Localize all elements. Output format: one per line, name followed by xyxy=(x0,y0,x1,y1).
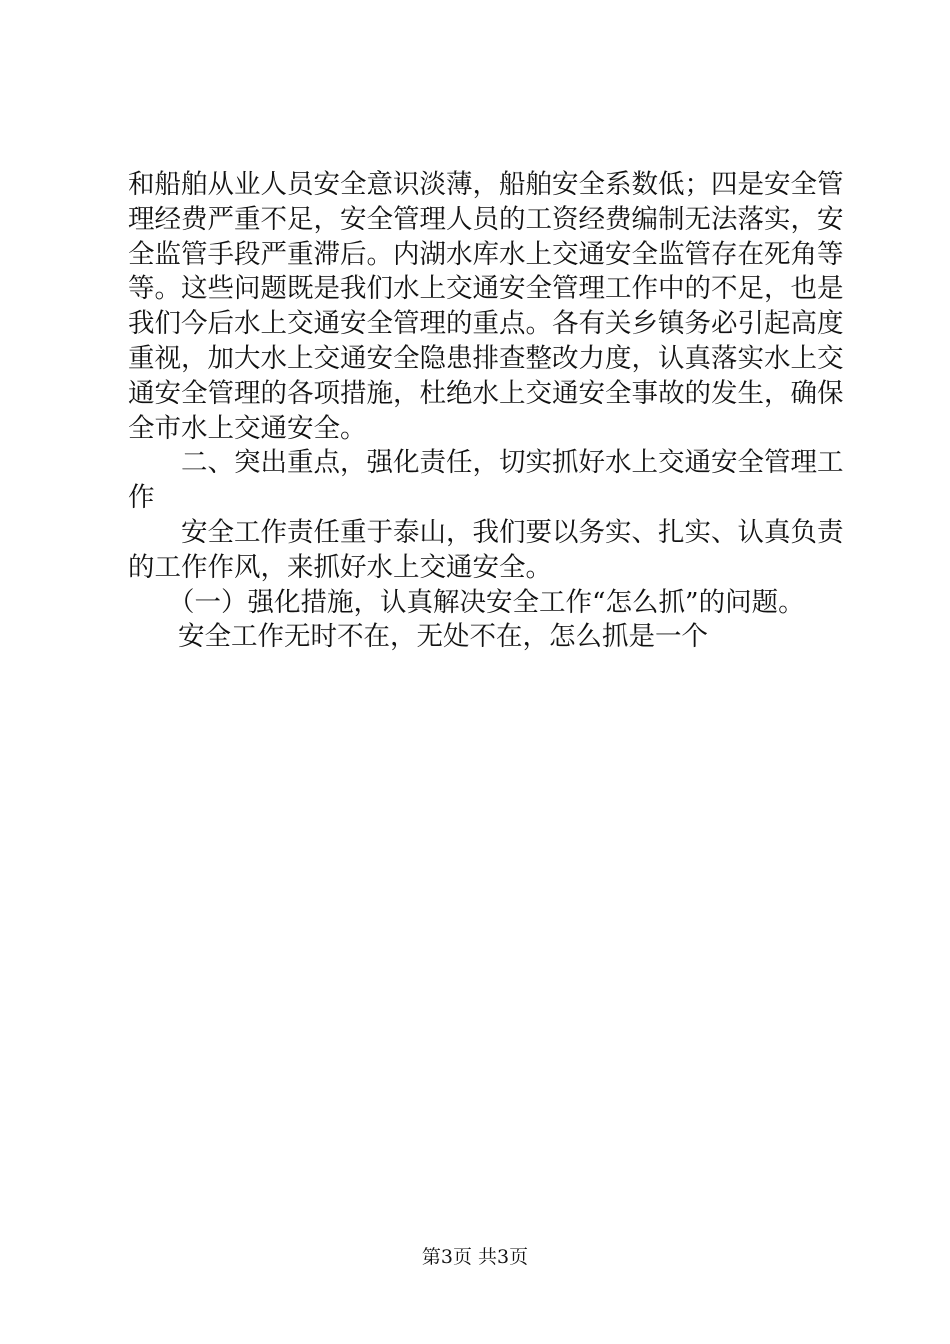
paragraph-line: 通安全管理的各项措施，杜绝水上交通安全事故的发生，确保 xyxy=(128,377,844,409)
paragraph-line: 安全工作责任重于泰山，我们要以务实、扎实、认真负责 xyxy=(181,516,844,548)
subsection-heading-line: （一）强化措施，认真解决安全工作“怎么抓”的问题。 xyxy=(168,586,805,618)
section-heading-line: 二、突出重点，强化责任，切实抓好水上交通安全管理工 xyxy=(181,447,844,479)
paragraph-line: 等。这些问题既是我们水上交通安全管理工作中的不足，也是 xyxy=(128,273,844,305)
document-body xyxy=(128,168,844,655)
paragraph-line: 的工作作风，来抓好水上交通安全。 xyxy=(128,551,552,583)
paragraph-line: 我们今后水上交通安全管理的重点。各有关乡镇务必引起高度 xyxy=(128,308,844,340)
paragraph-line: 安全工作无时不在，无处不在，怎么抓是一个 xyxy=(178,621,708,653)
paragraph-line: 重视，加大水上交通安全隐患排查整改力度，认真落实水上交 xyxy=(128,342,844,374)
paragraph-line: 全市水上交通安全。 xyxy=(128,412,367,444)
paragraph-line: 理经费严重不足，安全管理人员的工资经费编制无法落实，安 xyxy=(128,203,844,235)
page-footer: 第3页 共3页 xyxy=(421,1246,529,1268)
section-heading-line: 作 xyxy=(128,482,155,514)
paragraph-line: 和船舶从业人员安全意识淡薄，船舶安全系数低；四是安全管 xyxy=(128,169,844,200)
paragraph-line: 全监管手段严重滞后。内湖水库水上交通安全监管存在死角等 xyxy=(128,238,844,270)
